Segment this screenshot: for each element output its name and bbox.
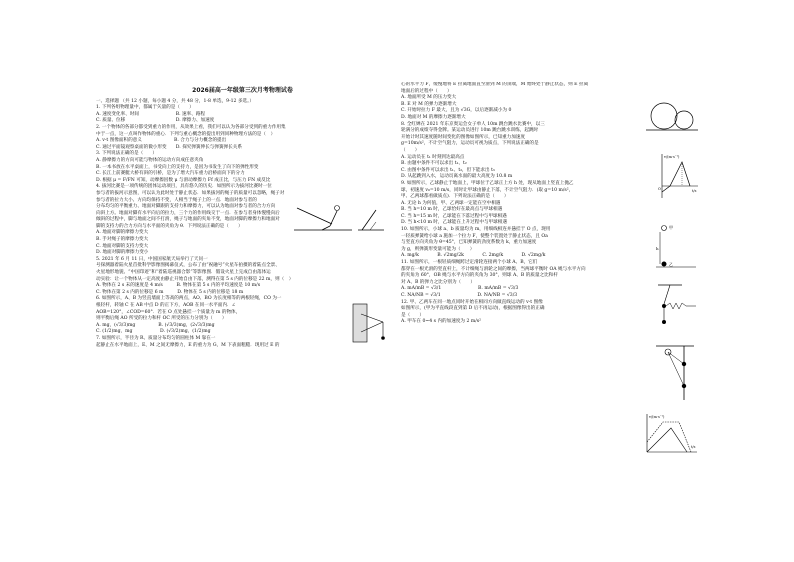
left-line: B. 一本书放在水平桌面上，书受向上的支持力，是因为书发生了向下的弹性形变 xyxy=(96,164,259,170)
left-line: 3. 下列说法正确的是（ ） xyxy=(96,151,157,157)
spring-figure-q10 xyxy=(656,282,700,328)
right-line: 如图所示，(甲为平直线段直到第 D 后不再运动)，根据图像得出的正确 xyxy=(401,306,545,312)
right-line: 地面后的过程中（ ） xyxy=(401,88,452,94)
left-line: A. 地面对脚的摩擦力变大 xyxy=(96,230,149,236)
vt12-ylabel: v/(m·s⁻¹) xyxy=(649,415,665,419)
right-line: 都穿在一根光滑的竖直杆上，不计细绳与滑轮之间的摩擦，当两球平衡时 OA 绳与水平方向 xyxy=(401,266,586,272)
left-line: D. 地面对脚的摩擦力变小 xyxy=(96,250,149,256)
ball-top-label: 甲 xyxy=(669,225,673,230)
right-line: C. 由图中条件可以求出 t₁、t₂，但下能求出 t₃ xyxy=(401,167,495,173)
right-line: A. 运动员在 t₁ 时刻到达最高点 xyxy=(401,154,465,160)
left-line: 分布均匀的平衡重力、地面对脚跟的支持力和摩擦力，可以认为地面对参与者的合力方向 xyxy=(96,204,276,210)
right-line: B. 当 h=10 m 时，乙球恰好在最高点与甲球相遇 xyxy=(401,207,503,213)
left-line: 号探测器着陆火星首批科学影像图揭幕仪式，公布了由“祝融号”火星车拍摄的着陆点全景、 xyxy=(96,263,280,269)
right-line: D. 地面对 M 的摩擦力逐渐增大 xyxy=(401,114,466,120)
right-line: 11. 如图所示，一根轻质细绳跨过定滑轮连接两个小球 A、B，它们 xyxy=(401,260,538,266)
cylinders-figure xyxy=(644,86,700,136)
right-line: A. 地面所受 M 的压力变大 xyxy=(401,95,457,101)
wall-rods-figure xyxy=(351,302,389,346)
left-line: 参与者的拔河示意图，可以认为此时处于静止状态．如果拔河的绳子的质量可以忽略，绳子对 xyxy=(96,190,285,196)
left-line: 一、选择题 （共 12 小题，每小题 4 分，共 48 分，1-8 单选，9-12 多选。） xyxy=(96,98,255,104)
right-line: 为 g，则弹簧形变量可能为（ ） xyxy=(401,246,475,252)
right-line: 甲、乙两球都看做质点)．下列说法正确的是（ ） xyxy=(401,194,509,200)
vt-graph-q12 xyxy=(641,412,699,456)
left-line: C. 地面对脚的支持力变大 xyxy=(96,243,149,249)
left-line: 火星地形地貌、“中国印迹”和“着陆巡视器合影”等影像图．假设火星上完成自由落体运 xyxy=(96,270,271,276)
left-line: A. v-t 图像面积的意义 B. 合力与分力概念的提出 xyxy=(96,138,227,144)
right-line: B. 由题中条件不可以求出 t₁、t₂ xyxy=(401,161,467,167)
left-line: 根轻杆，转轴 C 在 AB 中点 D 的正下方，AOB 在同一水平面内．∠ xyxy=(96,303,236,308)
right-line: 12. 甲、乙两车在同一地点同时开始在相同方向做直线运动的 v-t 图像 xyxy=(401,299,543,305)
vt8-origin: O xyxy=(658,187,661,191)
right-line: C. NA/NB = √3/1 D. NA/NB = √3/3 xyxy=(401,293,518,298)
right-line: 轮满分的成绩夺得金牌。某运动员进行 10m 跳台跳水训练，起跳时 xyxy=(401,128,539,134)
left-line: C. 质量、位移 D. 摩擦力、加速度 xyxy=(96,118,215,124)
left-line: C. 长江上前赛艇大桥有斜的引桥，是为了增大汽车重力沿桥面向下的分力 xyxy=(96,171,245,177)
right-line: D. 从起跳到入水，运动员离水面的最大高度为 10.8 m xyxy=(401,174,513,180)
vt8-ylabel: v/(m·s⁻¹) xyxy=(664,155,680,159)
left-line: 动实验：让一个物体从一定高度由静止开始自由下落，测得在第 5 s 内的位移是 22 m，则（ ） xyxy=(96,276,294,282)
exam-page xyxy=(96,82,700,482)
left-line: A. mg，(√3/3)mg B. (√3/3)mg，(2√3/3)mg xyxy=(96,322,215,328)
left-line: A. 速度变化率、时间 B. 速率、路程 xyxy=(96,111,206,117)
left-line: C. (1/2)mg，mg D. (√3/2)mg，(1/2)mg xyxy=(96,329,211,335)
left-line: AOB=120°，∠COD=60°．若在 O 点处悬挂一个质量为 m 的物体， xyxy=(96,309,241,315)
vt-graph-q8 xyxy=(656,152,700,204)
left-line: 倾斜的过程中，脚与地面之间不打滑，绳子与地面的夹角不变，地面对脚的摩擦力和地面对 xyxy=(96,217,280,223)
right-line: 10. 如图所示，小球 a、b 质量均为 m，用细线相连并悬挂于 O 点，现用 xyxy=(401,227,551,233)
left-line: 则平衡后绳 AO 所受的拉力和杆 OC 所受的压力分别为（ ） xyxy=(96,316,227,322)
left-line: 起静止在水平地面上，E、M 之间无摩擦力，E 的重力为 G，M 下表面粗糙．现用过 E 的 xyxy=(96,342,280,348)
left-line: 6. 如图所示，A、B 为竖直墙面上等高的两点，AO、BO 为长度相等的两根轻绳，CO 为一 xyxy=(96,296,282,302)
left-line: A. 物体在 2 s 末的速度是 4 m/s B. 物体在第 5 s 内的平均速度是 10 m/s xyxy=(96,283,261,289)
height-label: h xyxy=(656,246,659,251)
right-line: A. mg/k B. √2mg/2k C. 2mg/k D. √2mg/k xyxy=(401,253,546,259)
vt8-xlabel: t/s xyxy=(692,189,697,193)
vt12-xlabel: t/s xyxy=(691,445,696,449)
right-line: 是（ ） xyxy=(401,312,424,318)
right-line: D. 当 h<10 m 时，乙球能在上升过程中与甲球相遇 xyxy=(401,220,507,226)
left-line: 向斜上方。地面对脚有水平向后的拉力，三个力的作用线交于一点．在参与者身体慢慢向后 xyxy=(96,210,280,216)
exam-title: 2026届高一年级第三次月考物理试卷 xyxy=(192,87,293,94)
right-line: C. 开始时拉力 F 最大，且为 √3G，以后逐渐减小为 0 xyxy=(401,108,512,114)
left-line: 1. 下列各组物理量中，都属于矢量的是（ ） xyxy=(96,105,194,111)
right-line: 心的水平力 F，缓慢地将 E 拉离地面直至滑到 M 的顶端，M 始终处于静止状态，则 E 拉离 xyxy=(401,82,589,87)
left-line: 中于一点，这一点叫作物体的重心．下列与重心概念的提出用到同种物理方法的是（ ） xyxy=(96,131,276,137)
right-line: 与竖直方向夹角为 θ=45°，已知弹簧的劲度系数为 k，重力加速度 xyxy=(401,240,537,246)
right-line: C. 当 h=15 m 时，乙球能在下落过程中与甲球相遇 xyxy=(401,213,507,219)
left-line: 4. 拔河比赛是一项传统的团体运动项目，具有悠久的历史．如图所示为拔河比赛时一位 xyxy=(96,184,272,190)
right-line: 9. 如图所示，乙球静止于地面上，甲球位于乙球正上方 h 处，现从地面上竖直上抛乙 xyxy=(401,180,574,186)
left-line: D. 根据 μ = F/FN 可知，动摩擦因数 μ 与滑动摩擦力 Ff 成正比，与压力 FN 成反比 xyxy=(96,177,271,183)
pulley-figure-q11 xyxy=(636,342,696,402)
right-line: A. mA/mB = √3/1 B. mA/mB = √3/3 xyxy=(401,286,519,292)
left-line: 7. 如图所示，半径为 R、质量分布均匀的圆柱体 M 靠在一 xyxy=(96,335,216,341)
right-line: 8. 全红婵在 2021 年东京奥运会女子单人 10m 跳台跳水比赛中，以三 xyxy=(401,121,545,127)
left-line: C. 物体在第 2 s 内的位移是 6 m D. 物体在 5 s 内的位移是 18 m xyxy=(96,289,244,295)
right-line: g=10m/s²，不计空气阻力，运动员可视为质点，下列说法正确的是 xyxy=(401,141,539,147)
left-line: 5. 2021 年 6 月 11 日，中国国家航天局举行了天问一 xyxy=(96,256,208,262)
right-line: 的夹角为 60°，OB 绳与水平方向的夹角为 30°，则球 A、B 的质量之比和杆 xyxy=(401,273,558,279)
left-line: 脚的支持力的合力方向与水平面的夹角为 θ．下列说法正确的是（ ） xyxy=(96,223,243,229)
left-line: B. 手对绳子的摩擦力变大 xyxy=(96,237,149,243)
left-line: 参与者的拉力大小、方向均保持不变，人相当于绳子上的一点．地面对参与者的 xyxy=(96,197,257,203)
balls-figure-q9 xyxy=(656,222,698,272)
left-line: C. 通过平面镜观察桌面的微小形变 D. 探究弹簧伸长与弹簧弹长关系 xyxy=(96,144,242,150)
right-line: 球，初速度 v₀=10 m/s，同时让甲球由静止下落，不计空气阻力．(取 g=10 m/s²， xyxy=(401,187,574,193)
right-line: A. 甲车在 0~4 s 内的加速度为 2 m/s² xyxy=(401,319,481,325)
right-line: 开始计时其速度随时间变化的图像如图所示，已知重力加速度 xyxy=(401,134,526,140)
ball-bottom-label: 乙 xyxy=(669,262,673,267)
left-line: A. 静摩擦力的方向可能与物体的运动方向成任意夹角 xyxy=(96,157,204,163)
right-line: A. 无论 h 为何值，甲、乙两球一定能在空中相遇 xyxy=(401,200,501,206)
left-line: 2. 一个物体的各部分都受到重力的作用，从效果上看，我们可以认为各部分受到的重力作用集 xyxy=(96,124,286,130)
right-line: B. E 对 M 的弹力逐渐增大 xyxy=(401,101,457,107)
right-line: （ ） xyxy=(401,147,420,153)
right-line: 一轻质弹簧给小球 a 施加一个拉力 F，使整个装置处于静止状态，且 Oa xyxy=(401,233,548,239)
tug-of-war-figure xyxy=(292,202,387,234)
right-line: 对 A、B 的弹力之比分别为（ ） xyxy=(401,279,475,285)
